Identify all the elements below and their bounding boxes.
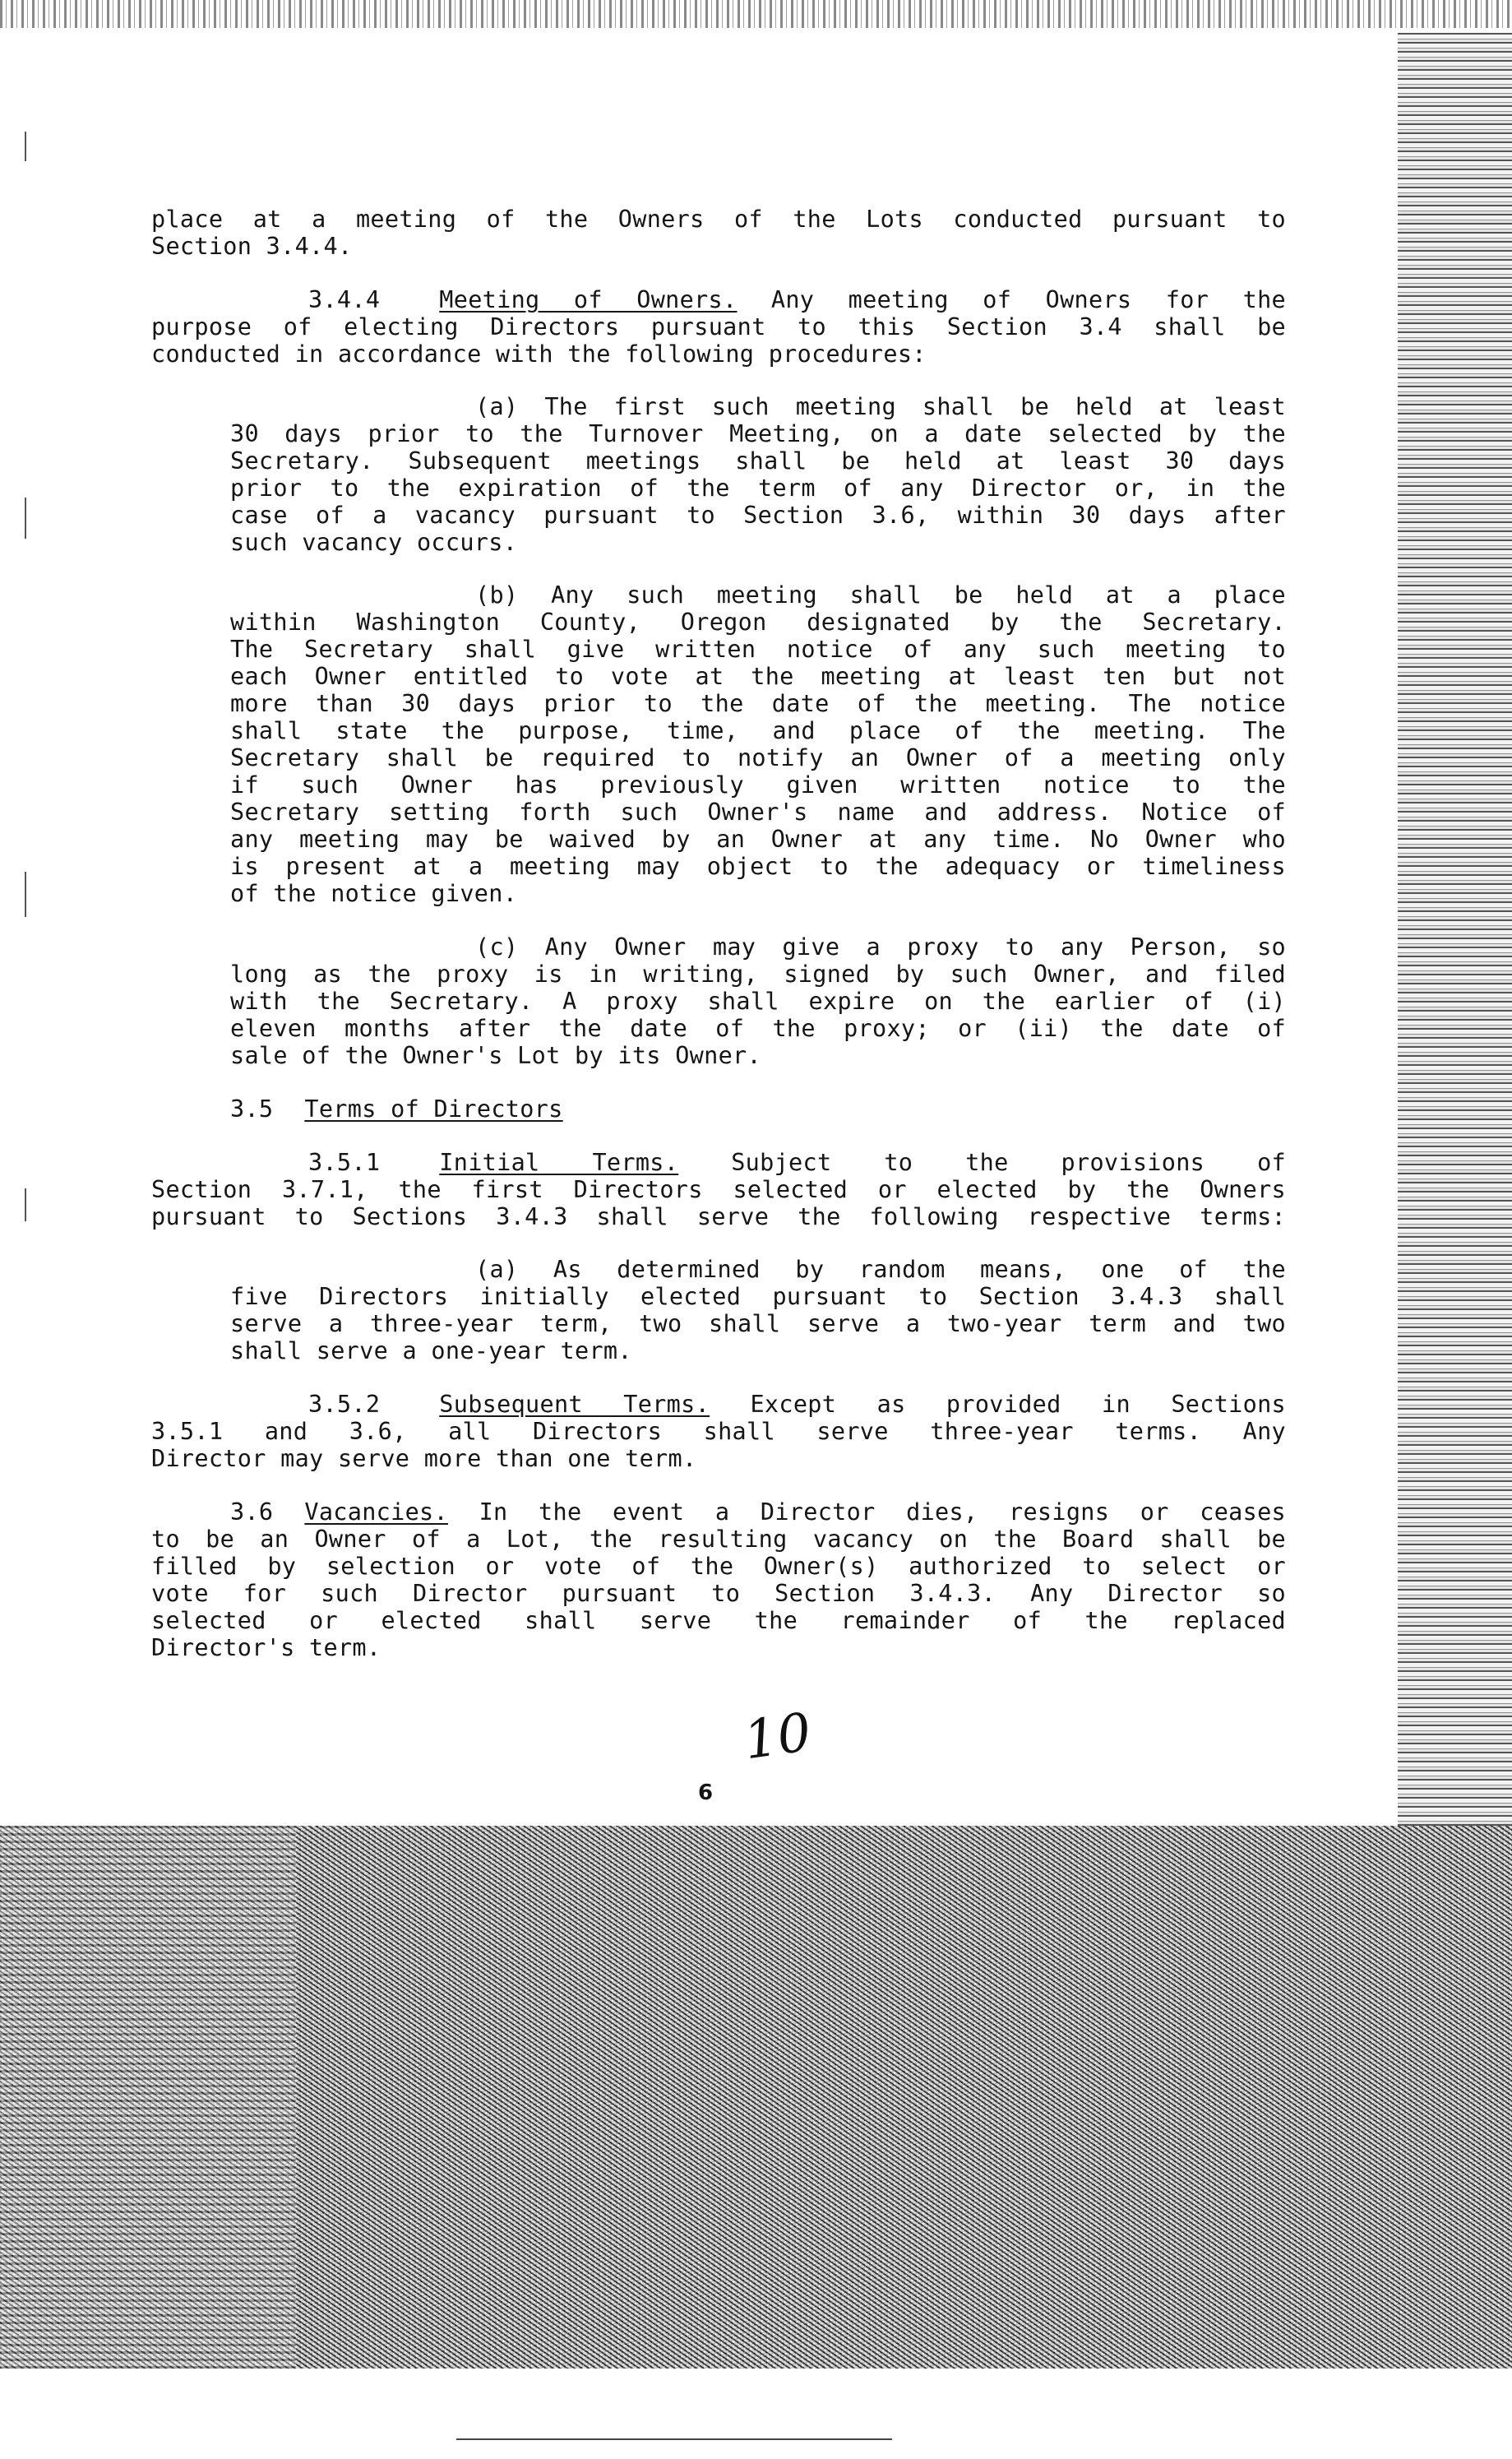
section-number: 3.6	[230, 1498, 274, 1526]
section-title: Vacancies.	[304, 1498, 448, 1526]
text-line: shall serve a one-year term.	[230, 1337, 632, 1364]
text-line: place at a meeting of the Owners of the Lots conducted pursuant to	[151, 206, 1286, 233]
text-line: The Secretary shall give written notice of any such meeting to	[230, 636, 1286, 663]
text-line: (a) As determined by random means, one of the	[475, 1256, 1286, 1283]
text-line: Subject to the provisions of	[731, 1149, 1287, 1176]
scan-noise-top	[0, 0, 1512, 28]
section-title: Terms of Directors	[304, 1095, 563, 1123]
text-line: prior to the expiration of the term of any Director or, in the	[230, 475, 1286, 502]
page-number: 6	[698, 1781, 714, 1805]
text-line: more than 30 days prior to the date of the meeting. The notice	[230, 690, 1286, 717]
scan-noise-bottom-left	[0, 1826, 296, 2369]
text-line: 3.5.1 and 3.6, all Directors shall serve three-year terms. Any	[151, 1418, 1286, 1445]
text-line: eleven months after the date of the proxy; or (ii) the date of	[230, 1015, 1286, 1042]
text-line: In the event a Director dies, resigns or ceases	[479, 1498, 1286, 1526]
section-3-5-2-line	[308, 1391, 1286, 1418]
margin-mark	[25, 498, 26, 539]
text-line: selected or elected shall serve the remainder of the replaced	[151, 1607, 1286, 1634]
text-line: serve a three-year term, two shall serve a two-year term and two	[230, 1310, 1286, 1337]
section-number: 3.5.2	[308, 1391, 381, 1418]
bottom-rule	[456, 2438, 892, 2440]
section-number: 3.5.1	[308, 1149, 381, 1176]
text-line: within Washington County, Oregon designated by the Secretary.	[230, 609, 1286, 636]
text-line: pursuant to Sections 3.4.3 shall serve the following respective terms:	[151, 1203, 1286, 1230]
text-line: Any meeting of Owners for the	[770, 286, 1286, 313]
section-3-5-1-line	[308, 1149, 1286, 1176]
text-line: (c) Any Owner may give a proxy to any Person, so	[475, 933, 1286, 961]
text-line: if such Owner has previously given written notice to the	[230, 771, 1286, 799]
section-number: 3.5	[230, 1095, 274, 1123]
section-title: Subsequent Terms.	[439, 1391, 710, 1418]
text-line: Section 3.7.1, the first Directors selected or elected by the Owners	[151, 1176, 1286, 1203]
text-line: such vacancy occurs.	[230, 529, 518, 556]
section-3-4-4-line	[308, 286, 1286, 313]
section-number: 3.4.4	[308, 286, 381, 313]
text-line: Secretary. Subsequent meetings shall be held at least 30 days	[230, 447, 1286, 475]
handwritten-page-number: 10	[740, 1702, 816, 1772]
text-line: Director's term.	[151, 1634, 381, 1661]
text-line: long as the proxy is in writing, signed by such Owner, and filed	[230, 961, 1286, 988]
text-line: to be an Owner of a Lot, the resulting vacancy on the Board shall be	[151, 1526, 1286, 1553]
text-line: filled by selection or vote of the Owner(s) authorized to select or	[151, 1553, 1286, 1580]
margin-mark	[25, 1188, 26, 1221]
section-3-6-line	[230, 1498, 1286, 1526]
text-line: case of a vacancy pursuant to Section 3.6, within 30 days after	[230, 502, 1286, 529]
text-line: (a) The first such meeting shall be held at least	[475, 393, 1286, 420]
text-line: five Directors initially elected pursuant to Section 3.4.3 shall	[230, 1283, 1286, 1310]
text-line: any meeting may be waived by an Owner at any time. No Owner who	[230, 826, 1286, 853]
text-line: vote for such Director pursuant to Section 3.4.3. Any Director so	[151, 1580, 1286, 1607]
margin-mark	[25, 132, 26, 161]
text-line: is present at a meeting may object to the adequacy or timeliness	[230, 853, 1286, 880]
text-line: Secretary shall be required to notify an Owner of a meeting only	[230, 744, 1286, 771]
text-line: conducted in accordance with the following procedures:	[151, 340, 927, 368]
text-line: sale of the Owner's Lot by its Owner.	[230, 1042, 761, 1069]
text-line: Except as provided in Sections	[750, 1391, 1286, 1418]
text-line: each Owner entitled to vote at the meeting at least ten but not	[230, 663, 1286, 690]
text-line: (b) Any such meeting shall be held at a place	[475, 581, 1286, 609]
scan-noise-right-edge	[1398, 33, 1512, 1826]
text-line: 30 days prior to the Turnover Meeting, on a date selected by the	[230, 420, 1286, 447]
section-title: Meeting of Owners.	[439, 286, 738, 313]
text-line: with the Secretary. A proxy shall expire on the earlier of (i)	[230, 988, 1286, 1015]
text-line: purpose of electing Directors pursuant to this Section 3.4 shall be	[151, 313, 1286, 340]
section-title: Initial Terms.	[439, 1149, 679, 1176]
text-line: Director may serve more than one term.	[151, 1445, 697, 1472]
text-line: Section 3.4.4.	[151, 233, 353, 260]
margin-mark	[25, 872, 26, 917]
text-line: Secretary setting forth such Owner's name and address. Notice of	[230, 799, 1286, 826]
section-3-5-heading	[230, 1095, 1286, 1123]
text-line: of the notice given.	[230, 880, 518, 907]
text-line: shall state the purpose, time, and place of the meeting. The	[230, 717, 1286, 744]
